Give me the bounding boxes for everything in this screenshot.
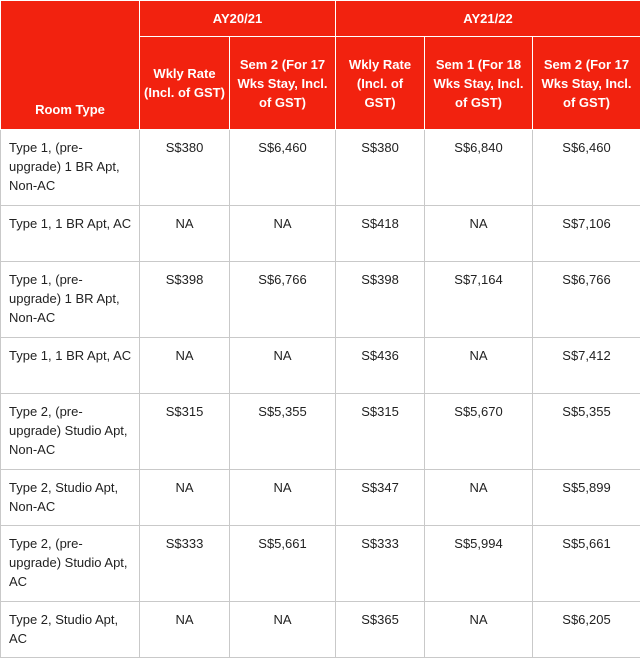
room-type-cell: Type 1, 1 BR Apt, AC [1,206,140,262]
table-cell: S$7,164 [425,262,533,338]
table-cell: NA [140,338,230,394]
table-cell: NA [425,602,533,658]
room-type-cell: Type 2, (pre-upgrade) Studio Apt, AC [1,526,140,602]
table-cell: NA [425,338,533,394]
table-cell: S$5,355 [533,394,640,470]
table-cell: NA [140,470,230,526]
table-cell: S$7,106 [533,206,640,262]
table-cell: S$5,899 [533,470,640,526]
table-cell: NA [140,206,230,262]
column-header: Sem 2 (For 17 Wks Stay, Incl. of GST) [533,37,640,130]
table-cell: S$333 [140,526,230,602]
table-cell: S$6,766 [533,262,640,338]
table-cell: S$380 [336,130,425,206]
table-cell: S$418 [336,206,425,262]
table-cell: S$5,355 [230,394,336,470]
table-cell: NA [140,602,230,658]
table-row [1,602,640,658]
table-cell: S$5,661 [533,526,640,602]
table-cell: S$5,994 [425,526,533,602]
table-cell: S$6,205 [533,602,640,658]
table-row [1,470,640,526]
room-type-cell: Type 2, Studio Apt, Non-AC [1,470,140,526]
table-row [1,526,640,602]
table-cell: S$6,766 [230,262,336,338]
table-row [1,130,640,206]
room-type-cell: Type 2, (pre-upgrade) Studio Apt, Non-AC [1,394,140,470]
group-header-ay2021: AY20/21 [140,1,336,37]
column-header: Sem 1 (For 18 Wks Stay, Incl. of GST) [425,37,533,130]
table-cell: NA [230,602,336,658]
group-header-ay2122: AY21/22 [336,1,640,37]
table-cell: NA [425,206,533,262]
room-type-header: Room Type [1,1,140,130]
table-cell: S$365 [336,602,425,658]
table-row [1,338,640,394]
table-row [1,262,640,338]
table-cell: S$6,460 [230,130,336,206]
table-cell: S$436 [336,338,425,394]
table-row [1,394,640,470]
table-cell: S$6,840 [425,130,533,206]
table-cell: NA [230,206,336,262]
column-header: Wkly Rate (Incl. of GST) [140,37,230,130]
table-cell: S$5,670 [425,394,533,470]
table-cell: S$333 [336,526,425,602]
column-header: Sem 2 (For 17 Wks Stay, Incl. of GST) [230,37,336,130]
header-group-row [1,1,640,37]
table-row [1,206,640,262]
table-cell: S$7,412 [533,338,640,394]
table-cell: S$380 [140,130,230,206]
room-type-cell: Type 1, (pre-upgrade) 1 BR Apt, Non-AC [1,262,140,338]
room-type-cell: Type 1, (pre-upgrade) 1 BR Apt, Non-AC [1,130,140,206]
table-cell: S$315 [140,394,230,470]
table-cell: S$398 [336,262,425,338]
room-type-cell: Type 2, Studio Apt, AC [1,602,140,658]
table-cell: S$6,460 [533,130,640,206]
room-type-cell: Type 1, 1 BR Apt, AC [1,338,140,394]
table-cell: NA [230,470,336,526]
table-cell: S$347 [336,470,425,526]
column-header: Wkly Rate (Incl. of GST) [336,37,425,130]
table-cell: NA [230,338,336,394]
table-cell: S$5,661 [230,526,336,602]
table-cell: S$398 [140,262,230,338]
table-cell: S$315 [336,394,425,470]
table-cell: NA [425,470,533,526]
